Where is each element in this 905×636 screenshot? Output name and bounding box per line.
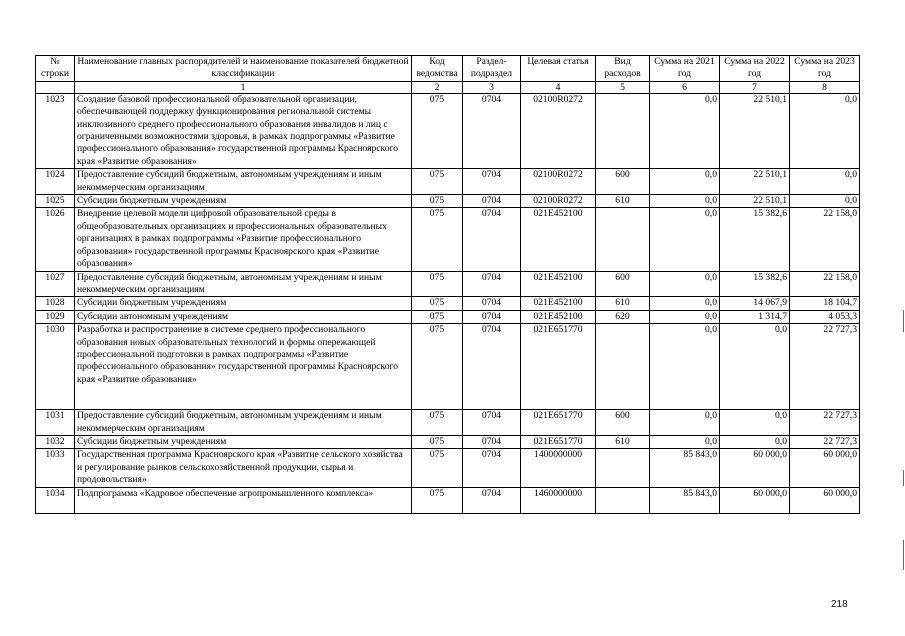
row-name: Субсидии бюджетным учреждениям xyxy=(75,297,412,310)
column-number: 8 xyxy=(790,81,860,93)
row-dept-code: 075 xyxy=(412,208,463,271)
row-name: Предоставление субсидий бюджетным, автономным учреждениям и иным некоммерческим организациям xyxy=(75,410,412,436)
row-sum-2022: 22 510,1 xyxy=(720,93,790,168)
row-target: 02100R0272 xyxy=(521,195,596,208)
row-no: 1029 xyxy=(36,310,75,323)
scan-edge-mark xyxy=(903,470,904,486)
row-section: 0704 xyxy=(463,487,521,513)
row-sum-2022: 0,0 xyxy=(720,435,790,448)
column-number: 3 xyxy=(463,81,521,93)
row-expense-type: 600 xyxy=(596,410,650,436)
row-name: Разработка и распространение в системе среднего профессионального образования новых образовательных технологий и формы опережающей профессиональной подготовки в рамках подпрограммы «Развитие профессионального образования» государственной программы Красноярского края «Развитие образования» xyxy=(75,324,412,410)
header-sum-2021: Сумма на 2021 год xyxy=(650,56,720,82)
row-expense-type: 600 xyxy=(596,271,650,297)
row-expense-type xyxy=(596,208,650,271)
row-section: 0704 xyxy=(463,271,521,297)
row-name: Субсидии бюджетным учреждениям xyxy=(75,435,412,448)
row-expense-type xyxy=(596,449,650,487)
row-sum-2023: 22 158,0 xyxy=(790,208,860,271)
row-no: 1028 xyxy=(36,297,75,310)
row-section: 0704 xyxy=(463,195,521,208)
row-sum-2021: 85 843,0 xyxy=(650,487,720,513)
row-section: 0704 xyxy=(463,169,521,195)
row-sum-2023: 22 158,0 xyxy=(790,271,860,297)
row-no: 1031 xyxy=(36,410,75,436)
row-target: 021E452100 xyxy=(521,310,596,323)
row-sum-2023: 0,0 xyxy=(790,93,860,168)
row-expense-type: 620 xyxy=(596,310,650,323)
row-dept-code: 075 xyxy=(412,310,463,323)
row-target: 021E651770 xyxy=(521,435,596,448)
table-row xyxy=(36,410,860,436)
header-target: Целевая статья xyxy=(521,56,596,82)
row-section: 0704 xyxy=(463,297,521,310)
scan-edge-mark xyxy=(903,540,904,570)
row-sum-2022: 22 510,1 xyxy=(720,169,790,195)
row-target: 021E651770 xyxy=(521,324,596,410)
row-dept-code: 075 xyxy=(412,271,463,297)
row-section: 0704 xyxy=(463,449,521,487)
column-number: 2 xyxy=(412,81,463,93)
row-target: 021E452100 xyxy=(521,297,596,310)
header-row-no: № строки xyxy=(36,56,75,82)
row-expense-type: 610 xyxy=(596,195,650,208)
row-sum-2023: 18 104,7 xyxy=(790,297,860,310)
row-name: Предоставление субсидий бюджетным, автономным учреждениям и иным некоммерческим организациям xyxy=(75,169,412,195)
row-target: 021E452100 xyxy=(521,208,596,271)
row-name: Субсидии автономным учреждениям xyxy=(75,310,412,323)
column-number: 5 xyxy=(596,81,650,93)
table-row xyxy=(36,324,860,410)
row-name: Внедрение целевой модели цифровой образовательной среды в общеобразовательных организациях и профессиональных образовательных организациях в рамках подпрограммы «Развитие профессионального образования» государственной программы Красноярского края «Развитие образования» xyxy=(75,208,412,271)
row-sum-2022: 15 382,6 xyxy=(720,271,790,297)
table-row xyxy=(36,271,860,297)
table-row xyxy=(36,487,860,513)
row-expense-type xyxy=(596,487,650,513)
row-dept-code: 075 xyxy=(412,435,463,448)
row-sum-2021: 0,0 xyxy=(650,271,720,297)
row-target: 1460000000 xyxy=(521,487,596,513)
row-sum-2021: 0,0 xyxy=(650,208,720,271)
header-name: Наименование главных распорядителей и наименование показателей бюджетной классификации xyxy=(75,56,412,82)
row-no: 1025 xyxy=(36,195,75,208)
row-sum-2022: 60 000,0 xyxy=(720,449,790,487)
row-sum-2023: 22 727,3 xyxy=(790,324,860,410)
row-sum-2023: 4 053,3 xyxy=(790,310,860,323)
row-sum-2022: 0,0 xyxy=(720,324,790,410)
row-sum-2023: 60 000,0 xyxy=(790,449,860,487)
row-sum-2022: 0,0 xyxy=(720,410,790,436)
table-row xyxy=(36,435,860,448)
row-expense-type xyxy=(596,93,650,168)
table-row xyxy=(36,169,860,195)
column-number xyxy=(36,81,75,93)
table-row xyxy=(36,310,860,323)
column-number: 6 xyxy=(650,81,720,93)
row-sum-2021: 85 843,0 xyxy=(650,449,720,487)
page-number: 218 xyxy=(831,599,848,610)
row-dept-code: 075 xyxy=(412,169,463,195)
row-section: 0704 xyxy=(463,93,521,168)
row-sum-2021: 0,0 xyxy=(650,195,720,208)
row-target: 021E651770 xyxy=(521,410,596,436)
table-row xyxy=(36,297,860,310)
row-sum-2021: 0,0 xyxy=(650,410,720,436)
row-dept-code: 075 xyxy=(412,410,463,436)
header-section: Раздел-подраздел xyxy=(463,56,521,82)
row-sum-2021: 0,0 xyxy=(650,93,720,168)
row-name: Государственная программа Красноярского края «Развитие сельского хозяйства и регулирование рынков сельскохозяйственной продукции, сырья и продовольствия» xyxy=(75,449,412,487)
header-expense-type: Вид расходов xyxy=(596,56,650,82)
row-dept-code: 075 xyxy=(412,487,463,513)
row-name: Подпрограмма «Кадровое обеспечение агропромышленного комплекса» xyxy=(75,487,412,513)
row-dept-code: 075 xyxy=(412,297,463,310)
table-header-row xyxy=(36,56,860,82)
row-dept-code: 075 xyxy=(412,324,463,410)
row-name: Субсидии бюджетным учреждениям xyxy=(75,195,412,208)
row-dept-code: 075 xyxy=(412,449,463,487)
column-number: 4 xyxy=(521,81,596,93)
row-section: 0704 xyxy=(463,310,521,323)
column-number: 7 xyxy=(720,81,790,93)
row-expense-type: 610 xyxy=(596,435,650,448)
row-name: Создание базовой профессиональной образовательной организации, обеспечивающей поддержку функционирования региональной системы инклюзивного среднего профессионального образования инвалидов и лиц с ограниченными возможностями здоровья, в рамках подпрограммы «Развитие профессионального образования» государственной программы Красноярского края «Развитие образования» xyxy=(75,93,412,168)
row-dept-code: 075 xyxy=(412,195,463,208)
row-no: 1027 xyxy=(36,271,75,297)
row-expense-type: 600 xyxy=(596,169,650,195)
row-sum-2022: 15 382,6 xyxy=(720,208,790,271)
scan-edge-mark xyxy=(903,310,904,332)
budget-table xyxy=(35,55,860,514)
row-no: 1033 xyxy=(36,449,75,487)
row-expense-type xyxy=(596,324,650,410)
row-name: Предоставление субсидий бюджетным, автономным учреждениям и иным некоммерческим организациям xyxy=(75,271,412,297)
row-sum-2022: 22 510,1 xyxy=(720,195,790,208)
table-row xyxy=(36,449,860,487)
row-sum-2021: 0,0 xyxy=(650,169,720,195)
row-section: 0704 xyxy=(463,324,521,410)
row-sum-2023: 0,0 xyxy=(790,169,860,195)
row-no: 1032 xyxy=(36,435,75,448)
table-row xyxy=(36,195,860,208)
row-no: 1024 xyxy=(36,169,75,195)
row-sum-2023: 60 000,0 xyxy=(790,487,860,513)
row-sum-2023: 22 727,3 xyxy=(790,410,860,436)
row-dept-code: 075 xyxy=(412,93,463,168)
row-no: 1026 xyxy=(36,208,75,271)
row-sum-2023: 22 727,3 xyxy=(790,435,860,448)
row-sum-2021: 0,0 xyxy=(650,297,720,310)
row-sum-2022: 60 000,0 xyxy=(720,487,790,513)
header-sum-2022: Сумма на 2022 год xyxy=(720,56,790,82)
row-section: 0704 xyxy=(463,435,521,448)
row-target: 02100R0272 xyxy=(521,93,596,168)
table-row xyxy=(36,208,860,271)
column-number: 1 xyxy=(75,81,412,93)
row-target: 021E452100 xyxy=(521,271,596,297)
table-row xyxy=(36,93,860,168)
row-sum-2022: 1 314,7 xyxy=(720,310,790,323)
header-sum-2023: Сумма на 2023 год xyxy=(790,56,860,82)
row-no: 1034 xyxy=(36,487,75,513)
row-sum-2023: 0,0 xyxy=(790,195,860,208)
row-target: 1400000000 xyxy=(521,449,596,487)
row-expense-type: 610 xyxy=(596,297,650,310)
row-section: 0704 xyxy=(463,208,521,271)
row-sum-2021: 0,0 xyxy=(650,435,720,448)
row-sum-2021: 0,0 xyxy=(650,324,720,410)
header-dept-code: Код ведомства xyxy=(412,56,463,82)
row-section: 0704 xyxy=(463,410,521,436)
column-number-row xyxy=(36,81,860,93)
row-sum-2021: 0,0 xyxy=(650,310,720,323)
row-sum-2022: 14 067,9 xyxy=(720,297,790,310)
row-no: 1030 xyxy=(36,324,75,410)
row-target: 02100R0272 xyxy=(521,169,596,195)
row-no: 1023 xyxy=(36,93,75,168)
